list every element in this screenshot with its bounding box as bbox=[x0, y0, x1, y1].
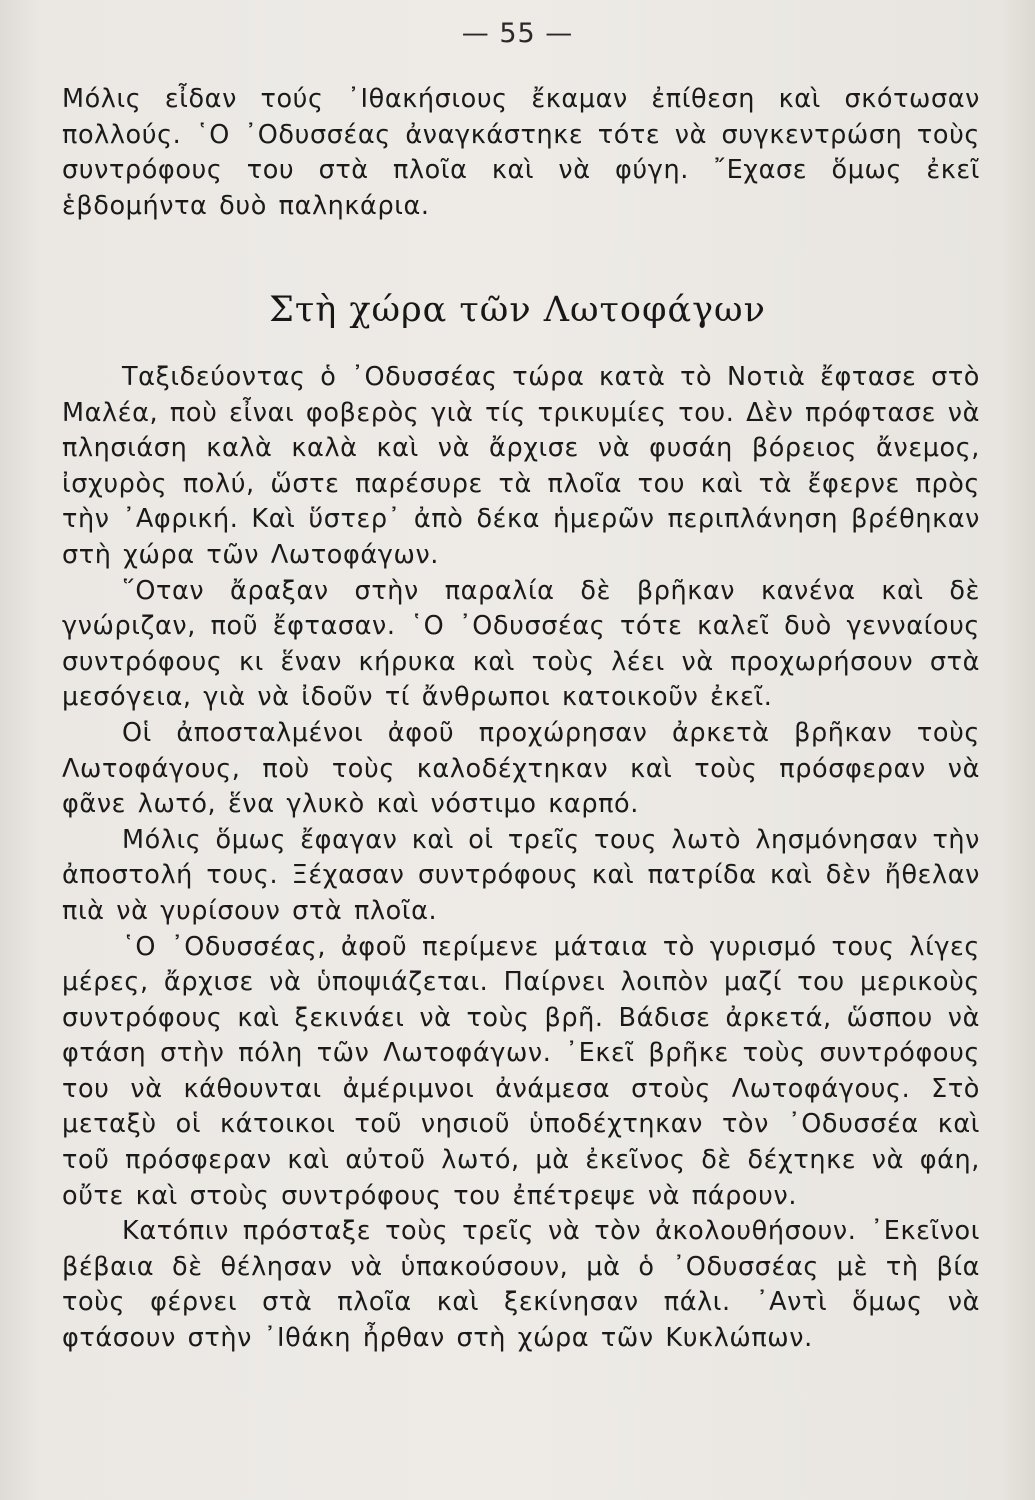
paragraph: Ταξιδεύοντας ὁ ᾿Οδυσσέας τώρα κατὰ τὸ Νοτιὰ ἔφτασε στὸ Μαλέα, ποὺ εἶναι φοβερὸς γιὰ τίς τρικυμίες του. Δὲν πρόφτασε νὰ πλησιάση καλὰ καλὰ καὶ νὰ ἄρχισε νὰ φυσάη βόρειος ἄνεμος, ἰσχυρὸς πολύ, ὥστε παρέσυρε τὰ πλοῖα του καὶ τὰ ἔφερνε πρὸς τὴν ᾿Αφρική. Καὶ ὕστερ᾿ ἀπὸ δέκα ἡμερῶν περιπλάνηση βρέθηκαν στὴ χώρα τῶν Λωτοφάγων. bbox=[62, 362, 980, 570]
paragraph: Οἱ ἀποσταλμένοι ἀφοῦ προχώρησαν ἀρκετὰ βρῆκαν τοὺς Λωτοφάγους, ποὺ τοὺς καλοδέχτηκαν καὶ τοὺς πρόσφεραν νὰ φᾶνε λωτό, ἕνα γλυκὸ καὶ νόστιμο καρπό. bbox=[62, 717, 980, 820]
intro-paragraph: Μόλις εἶδαν τούς ᾿Ιθακήσιους ἔκαμαν ἐπίθεση καὶ σκότωσαν πολλούς. ῾Ο ᾿Οδυσσέας ἀναγκάστηκε τότε νὰ συγκεντρώση τοὺς συντρόφους του στὰ πλοῖα καὶ νὰ φύγη. ῎Εχασε ὅμως ἐκεῖ ἑβδομήντα δυὸ παληκάρια. bbox=[62, 84, 980, 221]
page-number: — 55 — bbox=[461, 18, 574, 49]
section-body bbox=[62, 360, 980, 1357]
intro-text bbox=[62, 82, 980, 224]
paragraph: Κατόπιν πρόσταξε τοὺς τρεῖς νὰ τὸν ἀκολουθήσουν. ᾿Εκεῖνοι βέβαια δὲ θέλησαν νὰ ὑπακούσουν, μὰ ὁ ᾿Οδυσσέας μὲ τὴ βία τοὺς φέρνει στὰ πλοῖα καὶ ξεκίνησαν πάλι. ᾿Αντὶ ὅμως νὰ φτάσουν στὴν ᾿Ιθάκη ἦρθαν στὴ χώρα τῶν Κυκλώπων. bbox=[62, 1216, 980, 1354]
paragraph: Μόλις ὅμως ἔφαγαν καὶ οἱ τρεῖς τους λωτὸ λησμόνησαν τὴν ἀποστολή τους. Ξέχασαν συντρόφους καὶ πατρίδα καὶ δὲν ἤθελαν πιὰ νὰ γυρίσουν στὰ πλοῖα. bbox=[62, 824, 980, 926]
paragraph: ῞Οταν ἄραξαν στὴν παραλία δὲ βρῆκαν κανένα καὶ δὲ γνώριζαν, ποῦ ἔφτασαν. ῾Ο ᾿Οδυσσέας τότε καλεῖ δυὸ γενναίους συντρόφους κι ἕναν κήρυκα καὶ τοὺς λέει νὰ προχωρήσουν στὰ μεσόγεια, γιὰ νὰ ἰδοῦν τί ἄνθρωποι κατοικοῦν ἐκεῖ. bbox=[62, 575, 980, 713]
paragraph: ῾Ο ᾿Οδυσσέας, ἀφοῦ περίμενε μάταια τὸ γυρισμό τους λίγες μέρες, ἄρχισε νὰ ὑποψιάζεται. Παίρνει λοιπὸν μαζί του μερικοὺς συντρόφους καὶ ξεκινάει νὰ τοὺς βρῆ. Βάδισε ἀρκετά, ὥσπου νὰ φτάση στὴν πόλη τῶν Λωτοφάγων. ᾿Εκεῖ βρῆκε τοὺς συντρόφους του νὰ κάθουνται ἀμέριμνοι ἀνάμεσα στοὺς Λωτοφάγους. Στὸ μεταξὺ οἱ κάτοικοι τοῦ νησιοῦ ὑποδέχτηκαν τὸν ᾿Οδυσσέα καὶ τοῦ πρόσφεραν καὶ αὐτοῦ λωτό, μὰ ἐκεῖνος δὲ δέχτηκε νὰ φάη, οὔτε καὶ στοὺς συντρόφους του ἐπέτρεψε νὰ πάρουν. bbox=[62, 931, 980, 1211]
section-heading: Στὴ χώρα τῶν Λωτοφάγων bbox=[269, 290, 766, 330]
